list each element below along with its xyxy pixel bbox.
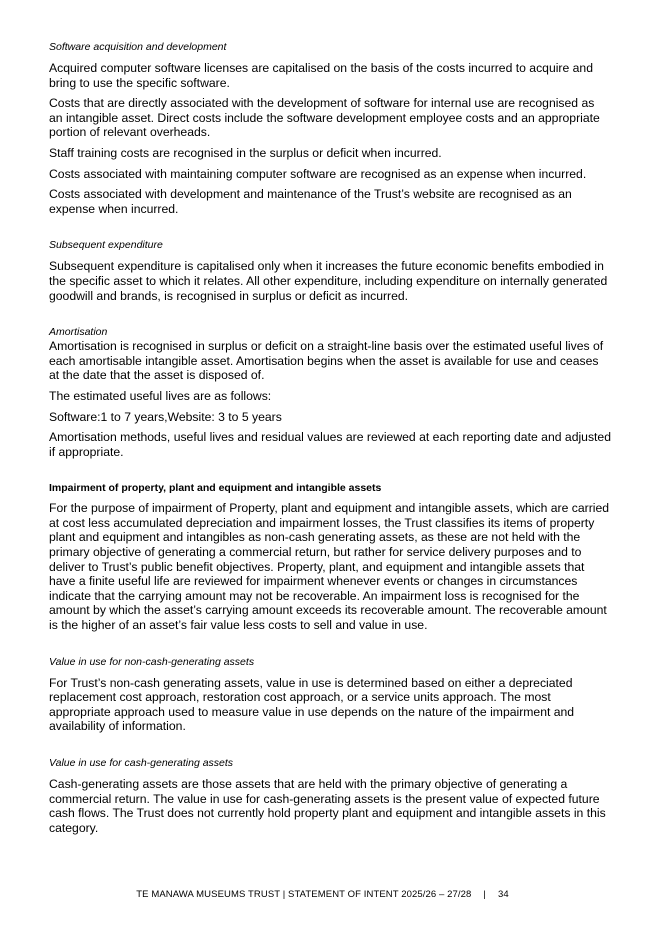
section-amortisation — [49, 325, 611, 459]
paragraph: Costs associated with development and maintenance of the Trust’s website are recognised as an expense when incurred. — [49, 187, 572, 216]
section-non-cash-generating — [49, 655, 611, 734]
paragraph: Amortisation is recognised in surplus or deficit on a straight-line basis over the estimated useful lives of each amortisable intangible asset. Amortisation begins when the asset is available for use and ceases at the date that the asset is disposed of. — [49, 339, 604, 383]
paragraph: Costs associated with maintaining computer software are recognised as an expense when incurred. — [49, 166, 587, 181]
paragraph: Staff training costs are recognised in the surplus or deficit when incurred. — [49, 145, 442, 160]
section-heading: Software acquisition and development — [49, 41, 227, 53]
section-heading: Impairment of property, plant and equipment and intangible assets — [49, 482, 382, 495]
paragraph: Cash-generating assets are those assets that are held with the primary objective of generating a commercial return. The value in use for cash-generating assets is the present value of expected future cash flows. The Trust does not currently hold property plant and equipment and intangible assets in this category. — [49, 777, 606, 835]
section-heading: Value in use for non-cash-generating assets — [49, 655, 255, 668]
page-number: 34 — [497, 889, 509, 900]
paragraph: Subsequent expenditure is capitalised only when it increases the future economic benefits embodied in the specific asset to which it relates. All other expenditure, including expenditure on internally generated goodwill and brands, is recognised in surplus or deficit as incurred. — [49, 259, 608, 303]
footer-separator: | — [483, 889, 486, 900]
paragraph: For Trust’s non-cash generating assets, value in use is determined based on either a depreciated replacement cost approach, restoration cost approach, or a service units approach. The most appropriate approach used to measure value in use depends on the nature of the impairment and availability of information. — [49, 675, 575, 734]
section-subsequent-expenditure — [49, 238, 611, 303]
document-page — [49, 40, 611, 841]
footer-title: TE MANAWA MUSEUMS TRUST | STATEMENT OF INTENT 2025/26 – 27/28 — [136, 889, 472, 900]
paragraph: Amortisation methods, useful lives and residual values are reviewed at each reporting date and adjusted if appropriate. — [49, 430, 611, 459]
section-software — [49, 40, 611, 216]
paragraph: For the purpose of impairment of Property, plant and equipment and intangible assets, which are carried at cost less accumulated depreciation and impairment losses, the Trust classifies its items of property plant and equipment and intangibles as non-cash generating assets, as these are not held with the primary objective of generating a commercial return, but rather for service delivery purposes and to deliver to Trust’s public benefit objectives. Property, plant, and equipment and intangible assets that have a finite useful life are reviewed for impairment whenever events or changes in circumstances indicate that the carrying amount may not be recoverable. An impairment loss is recognised for the amount by which the asset’s carrying amount exceeds its recoverable amount. The recoverable amount is the higher of an asset’s fair value less costs to sell and value in use. — [49, 501, 610, 633]
paragraph: The estimated useful lives are as follows: — [49, 388, 272, 403]
section-heading: Subsequent expenditure — [49, 239, 163, 252]
section-impairment — [49, 481, 611, 632]
section-heading: Amortisation — [49, 326, 108, 339]
page-footer — [0, 889, 645, 900]
section-heading: Value in use for cash-generating assets — [49, 757, 234, 769]
useful-lives: Software:1 to 7 years,Website: 3 to 5 years — [49, 409, 282, 424]
paragraph: Costs that are directly associated with the development of software for internal use are recognised as an intangible asset. Direct costs include the software development employee costs and an appropriate portion of relevant overheads. — [49, 96, 600, 140]
paragraph: Acquired computer software licenses are capitalised on the basis of the costs incurred to acquire and bring to use the specific software. — [49, 61, 593, 90]
section-cash-generating — [49, 756, 611, 835]
